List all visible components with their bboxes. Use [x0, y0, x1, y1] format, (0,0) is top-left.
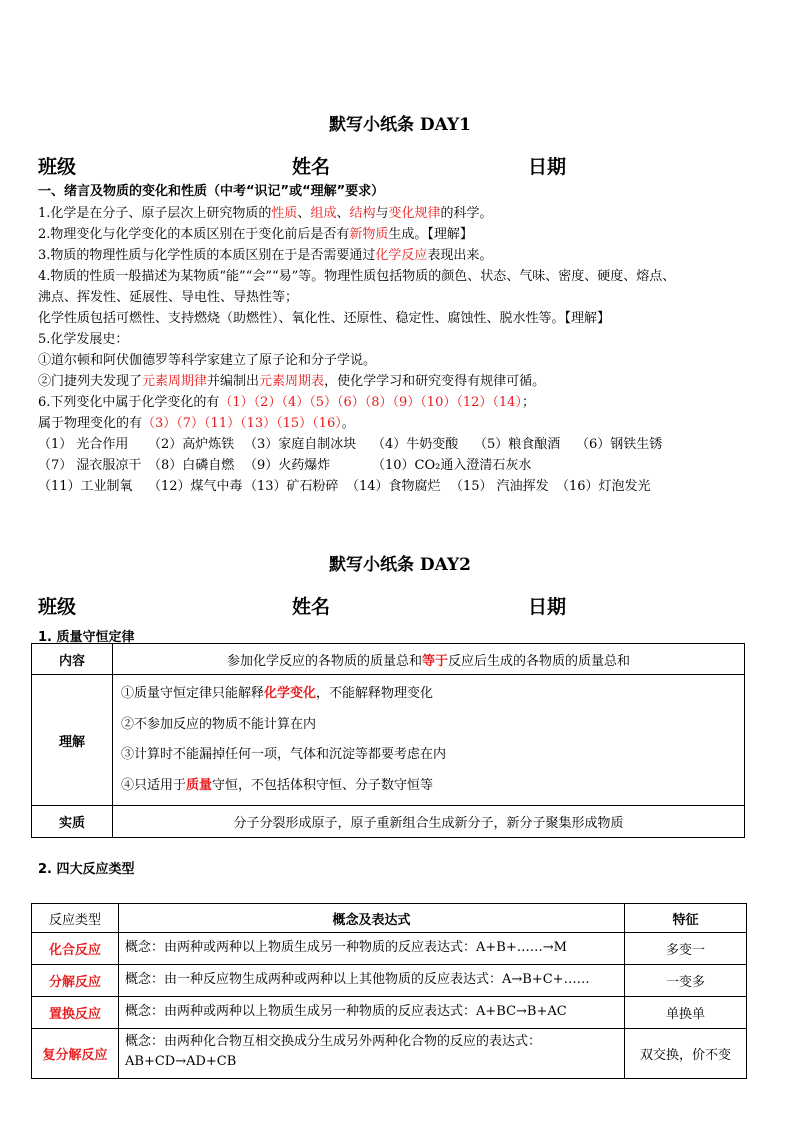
reaction-feature: 一变多: [625, 965, 747, 997]
mass-conservation-table: [31, 643, 745, 838]
list-item: （3）家庭自制冰块: [244, 437, 357, 452]
row-label-content: 内容: [32, 644, 113, 675]
day1-header-row: [38, 152, 758, 178]
day1-title: 默写小纸条 DAY1: [329, 115, 471, 135]
list-item: （11）工业制氧: [38, 479, 133, 494]
list-item: （4）牛奶变酸: [372, 437, 459, 452]
day1-line-3: 3.物质的物理性质与化学性质的本质区别在于是否需要通过化学反应表现出来。: [38, 248, 493, 263]
list-item: （5）粮食酿酒: [474, 437, 561, 452]
day2-title: 默写小纸条 DAY2: [329, 555, 471, 575]
day2-section-1-heading: 1. 质量守恒定律: [38, 630, 135, 645]
reaction-feature: 单换单: [625, 997, 747, 1029]
header-concept: 概念及表达式: [119, 904, 625, 933]
list-item: （1） 光合作用: [38, 437, 129, 452]
day2-section-2-heading: 2. 四大反应类型: [38, 862, 135, 877]
list-item: （10）CO₂通入澄清石灰水: [372, 458, 532, 473]
row-value-content: 参加化学反应的各物质的质量总和等于反应后生成的各物质的质量总和: [113, 644, 745, 675]
day2-date-label: 日期: [528, 596, 567, 618]
list-item: （13）矿石粉碎: [244, 479, 339, 494]
list-item: （12）煤气中毒: [148, 479, 243, 494]
table-row: [32, 965, 747, 997]
list-item: （15） 汽油挥发: [450, 479, 549, 494]
day1-items-row-3: [38, 478, 651, 496]
reaction-type: 复分解反应: [32, 1029, 119, 1079]
table-row: [32, 806, 745, 838]
table-row: [32, 675, 745, 806]
header-feature: 特征: [625, 904, 747, 933]
table-header-row: [32, 904, 747, 933]
table-row: [32, 1029, 747, 1079]
day2-class-label: 班级: [38, 596, 77, 618]
day1-line-5-2: ②门捷列夫发现了元素周期律并编制出元素周期表，使化学学习和研究变得有规律可循。: [38, 374, 546, 389]
row-label-essence: 实质: [32, 806, 113, 838]
day1-line-1: 1.化学是在分子、原子层次上研究物质的性质、组成、结构与变化规律的科学。: [38, 206, 493, 221]
reaction-feature: 双交换，价不变: [625, 1029, 747, 1079]
reaction-concept: 概念：由两种或两种以上物质生成另一种物质的反应表达式：A+B+……→M: [119, 933, 625, 965]
list-item: （2）高炉炼铁: [148, 437, 235, 452]
row-value-understanding: [113, 675, 745, 806]
reaction-type: 化合反应: [32, 933, 119, 965]
day1-line-6b: 属于物理变化的有（3）（7）（11）（13）（15）（16）。: [38, 416, 355, 431]
day1-name-label: 姓名: [292, 156, 331, 178]
day1-date-label: 日期: [528, 156, 567, 178]
reaction-type: 分解反应: [32, 965, 119, 997]
day1-items-row-1: [38, 436, 662, 454]
list-item: （7） 湿衣服凉干: [38, 458, 142, 473]
understanding-point-1: ①质量守恒定律只能解释化学变化，不能解释物理变化: [121, 686, 434, 701]
table-row: [32, 933, 747, 965]
list-item: （9）火药爆炸: [244, 458, 331, 473]
table-row: [32, 997, 747, 1029]
day2-name-label: 姓名: [292, 596, 331, 618]
understanding-point-3: ③计算时不能漏掉任何一项，气体和沉淀等都要考虑在内: [121, 747, 447, 762]
reaction-concept: 概念：由两种化合物互相交换成分生成另外两种化合物的反应的表达式： AB+CD→AD+CB: [119, 1029, 625, 1079]
understanding-point-4: ④只适用于质量守恒，不包括体积守恒、分子数守恒等: [121, 777, 434, 793]
reaction-types-table: [31, 903, 747, 1079]
list-item: （14）食物腐烂: [346, 479, 441, 494]
day1-class-label: 班级: [38, 156, 77, 178]
table-row: [32, 644, 745, 675]
day1-line-4b: 沸点、挥发性、延展性、导电性、导热性等；: [38, 290, 299, 305]
header-reaction-type: 反应类型: [32, 904, 119, 933]
day1-section-heading: 一、绪言及物质的变化和性质（中考“识记”或“理解”要求）: [38, 184, 385, 199]
day1-line-6: 6.下列变化中属于化学变化的有（1）（2）（4）（5）（6）（8）（9）（10）（12）（14）；: [38, 395, 535, 410]
day2-header-row: [38, 592, 758, 618]
day1-line-5: 5.化学发展史：: [38, 332, 129, 347]
list-item: （8）白磷自燃: [148, 458, 235, 473]
day1-items-row-2: [38, 457, 531, 475]
understanding-point-2: ②不参加反应的物质不能计算在内: [121, 716, 317, 732]
row-label-understanding: 理解: [32, 675, 113, 806]
day1-line-4c: 化学性质包括可燃性、支持燃烧（助燃性）、氧化性、还原性、稳定性、腐蚀性、脱水性等。【理解】: [38, 311, 611, 326]
reaction-concept: 概念：由两种或两种以上物质生成另一种物质的反应表达式：A+BC→B+AC: [119, 997, 625, 1029]
reaction-concept: 概念：由一种反应物生成两种或两种以上其他物质的反应表达式：A→B+C+……: [119, 965, 625, 997]
list-item: （16）灯泡发光: [556, 479, 651, 494]
reaction-expression: AB+CD→AD+CB: [125, 1054, 237, 1069]
row-value-essence: 分子分裂形成原子，原子重新组合生成新分子，新分子聚集形成物质: [113, 806, 745, 838]
day1-line-4a: 4.物质的性质一般描述为某物质“能”“会”“易”等。物理性质包括物质的颜色、状态、气味、密度、硬度、熔点、: [38, 269, 676, 284]
day1-line-2: 2.物理变化与化学变化的本质区别在于变化前后是否有新物质生成。【理解】: [38, 227, 473, 242]
day1-line-5-1: ①道尔顿和阿伏伽德罗等科学家建立了原子论和分子学说。: [38, 353, 377, 368]
reaction-type: 置换反应: [32, 997, 119, 1029]
reaction-feature: 多变一: [625, 933, 747, 965]
list-item: （6）钢铁生锈: [576, 437, 663, 452]
